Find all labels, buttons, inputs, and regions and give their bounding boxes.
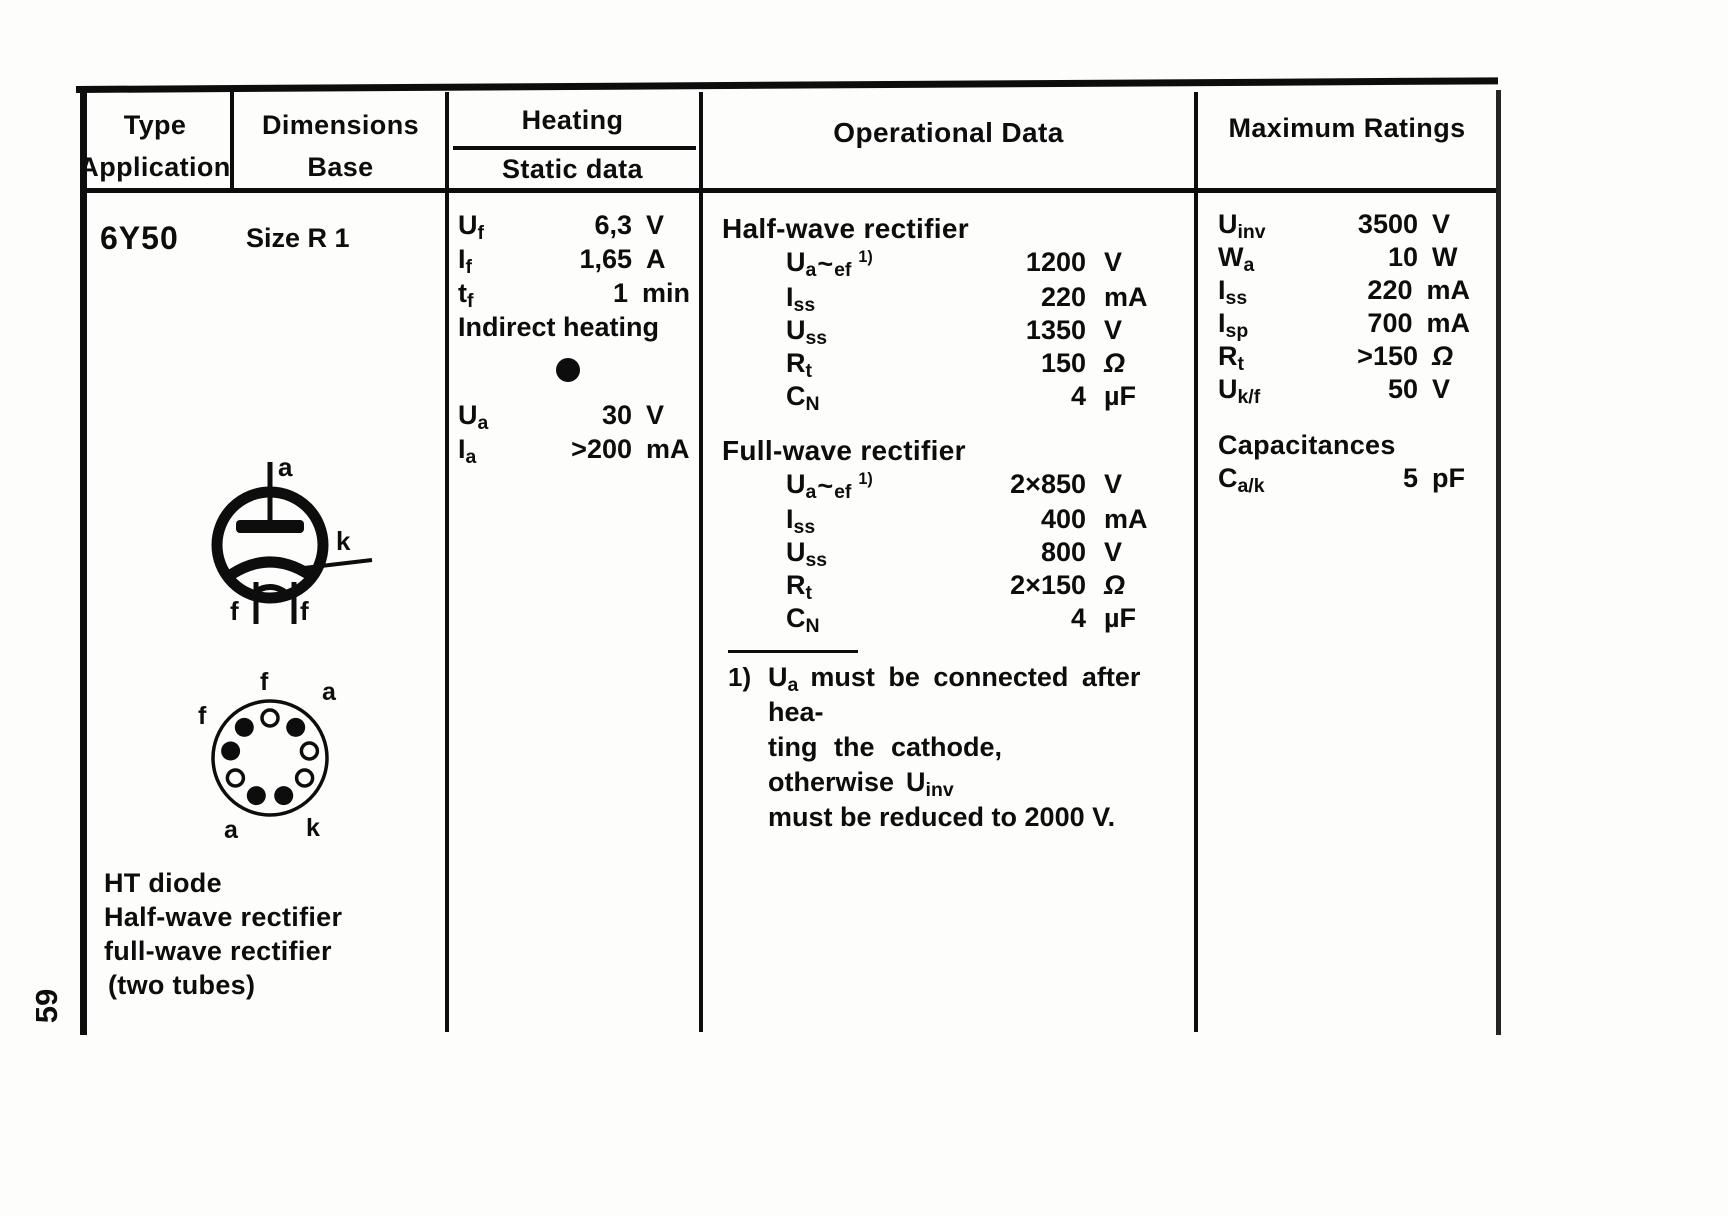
base-pinout-diagram	[182, 672, 382, 844]
heating-underline	[453, 146, 696, 150]
divider-operational-maximum	[1194, 92, 1198, 1032]
footnote	[728, 660, 1198, 835]
bullet-dot-icon	[556, 358, 580, 382]
pin-filled	[286, 718, 305, 737]
indirect-heating-note: Indirect heating	[458, 312, 660, 342]
cathode-label: k	[336, 526, 351, 556]
param-row-ua-ef: $U_a\sim_{ef}^{1)}$ 1200 V	[786, 247, 1123, 281]
application-line: (two tubes)	[108, 970, 256, 1000]
full-wave-title: Full-wave rectifier	[722, 435, 966, 466]
param-row-iss: $I_{ss}$ 220 mA	[786, 282, 1148, 317]
pin-open	[301, 743, 317, 759]
param-row-rt: $R_t$ 150 Ω	[786, 348, 1126, 383]
tube-schematic-diagram	[186, 452, 376, 637]
pin-filled	[235, 718, 254, 737]
footnote-line: ting the cathode, otherwise $U_{inv}$	[768, 732, 1002, 801]
application-line: full-wave rectifier	[104, 936, 332, 966]
base-label-f-left: f	[198, 702, 207, 730]
param-row-iss: $I_{ss}$ 220 mA	[1218, 275, 1470, 309]
param-row-ukf: $U_{k/f}$ 50 V	[1218, 374, 1451, 408]
header-application: Application	[79, 152, 231, 182]
heating-column	[458, 208, 690, 466]
half-wave-title: Half-wave rectifier	[722, 213, 969, 244]
pin-filled	[221, 742, 240, 761]
divider-dimensions-heating	[445, 92, 449, 1032]
footnote-rule	[728, 650, 858, 653]
base-label-a-top-right: a	[322, 678, 336, 706]
header-dimensions: Dimensions	[261, 110, 420, 140]
param-row-isp: $I_{sp}$ 700 mA	[1218, 308, 1470, 342]
anode-label: a	[278, 452, 293, 482]
cathode-arc	[232, 562, 308, 574]
tube-type: 6Y50	[100, 220, 179, 256]
param-row-wa: $W_a$ 10 W	[1218, 242, 1458, 276]
param-row-uss: $U_{ss}$ 800 V	[786, 537, 1123, 572]
header-base: Base	[307, 152, 374, 182]
param-row-rt: $R_t$ 2×150 Ω	[786, 570, 1126, 605]
pin-open	[297, 770, 313, 786]
pin-open	[227, 770, 243, 786]
param-row-rt: $R_t$ >150 Ω	[1218, 341, 1454, 375]
footnote-ref: 1)	[858, 248, 873, 267]
param-row-ua: $U_a$ 30 V	[458, 400, 665, 434]
half-wave-section	[722, 212, 1160, 416]
param-row-uinv: $U_{inv}$ 3500 V	[1218, 209, 1451, 243]
header-operational-data: Operational Data	[833, 117, 1064, 148]
footnote-line: $U_a$ must be connected after hea-	[768, 662, 1141, 727]
full-wave-section	[722, 434, 1160, 638]
table-top-border	[76, 77, 1498, 93]
anode-bar	[236, 520, 304, 533]
header-maximum-ratings: Maximum Ratings	[1228, 113, 1466, 143]
capacitances-title: Capacitances	[1218, 430, 1396, 460]
base-label-a-bottom-left: a	[224, 816, 238, 844]
filament-label-left: f	[230, 596, 239, 626]
divider-heating-operational	[699, 92, 703, 1032]
applications-block	[104, 866, 342, 1002]
header-bottom-rule	[80, 188, 1496, 193]
pin-filled	[247, 786, 266, 805]
param-row-ia: $I_a$ >200 mA	[458, 434, 690, 468]
table-left-border	[80, 88, 87, 1035]
param-row-uss: $U_{ss}$ 1350 V	[786, 315, 1123, 350]
application-line: HT diode	[104, 868, 222, 898]
maximum-ratings-column	[1218, 208, 1470, 495]
footnote-ref: 1)	[858, 470, 873, 489]
param-row-uf: $U_f$ 6,3 V	[458, 210, 665, 244]
param-row-cak: $C_{a/k}$ 5 pF	[1218, 463, 1465, 497]
base-label-f-top: f	[260, 672, 269, 696]
footnote-line: must be reduced to 2000 V.	[768, 802, 1116, 832]
param-row-iss: $I_{ss}$ 400 mA	[786, 504, 1148, 539]
pin-open	[262, 710, 278, 726]
param-row-cn: $C_N$ 4 µF	[786, 381, 1137, 416]
param-row-ua-ef: $U_a\sim_{ef}^{1)}$ 2×850 V	[786, 469, 1123, 503]
header-type: Type	[123, 110, 187, 140]
base-label-k-bottom-right: k	[306, 814, 320, 842]
param-row-cn: $C_N$ 4 µF	[786, 603, 1137, 638]
param-row-tf: $t_f$ 1 min	[458, 278, 690, 312]
footnote-marker: 1)	[728, 662, 752, 692]
tube-size: Size R 1	[246, 223, 350, 253]
header-heating: Heating	[521, 105, 624, 135]
table-right-border	[1496, 90, 1501, 1035]
param-row-if: $I_f$ 1,65 A	[458, 244, 666, 278]
header-static-data: Static data	[502, 154, 643, 184]
filament-label-right: f	[300, 596, 309, 626]
application-line: Half-wave rectifier	[104, 902, 343, 932]
pin-filled	[274, 786, 293, 805]
page-number: 59	[29, 988, 65, 1024]
